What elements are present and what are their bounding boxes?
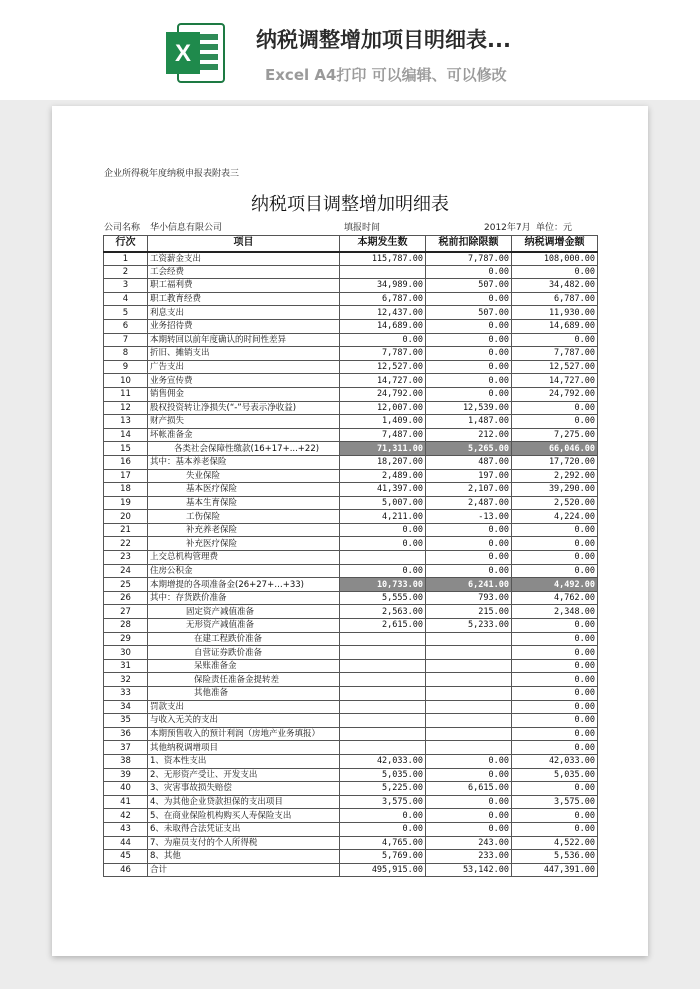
table-row [104, 415, 598, 429]
row-item: 4、为其他企业贷款担保的支出项目 [148, 795, 340, 809]
row-number: 16 [104, 455, 148, 469]
row-amount: 12,527.00 [340, 360, 426, 374]
row-item: 其中：基本养老保险 [148, 455, 340, 469]
table-row [104, 360, 598, 374]
row-limit: -13.00 [426, 510, 512, 524]
row-item: 本期转回以前年度确认的时间性差异 [148, 333, 340, 347]
row-adjust: 2,348.00 [512, 605, 598, 619]
row-adjust: 2,520.00 [512, 496, 598, 510]
row-item: 5、在商业保险机构购买人寿保险支出 [148, 809, 340, 823]
row-number: 7 [104, 333, 148, 347]
row-adjust: 4,522.00 [512, 836, 598, 850]
row-item: 1、资本性支出 [148, 754, 340, 768]
row-amount: 14,727.00 [340, 374, 426, 388]
row-item: 保险责任准备金提转差 [148, 673, 340, 687]
row-number: 28 [104, 619, 148, 633]
table-row [104, 727, 598, 741]
row-limit: 0.00 [426, 768, 512, 782]
row-item: 折旧、摊销支出 [148, 347, 340, 361]
col-header-amount: 本期发生数 [340, 236, 426, 252]
table-header-row [104, 236, 598, 252]
row-amount: 10,733.00 [340, 578, 426, 592]
row-amount: 2,563.00 [340, 605, 426, 619]
row-limit: 53,142.00 [426, 863, 512, 877]
row-adjust: 66,046.00 [512, 442, 598, 456]
row-number: 2 [104, 265, 148, 279]
row-number: 9 [104, 360, 148, 374]
row-adjust: 4,492.00 [512, 578, 598, 592]
col-header-limit: 税前扣除限额 [426, 236, 512, 252]
table-row [104, 632, 598, 646]
row-limit: 12,539.00 [426, 401, 512, 415]
row-adjust: 0.00 [512, 714, 598, 728]
row-item: 股权投资转让净损失(“-”号表示净收益) [148, 401, 340, 415]
row-amount: 115,787.00 [340, 252, 426, 266]
row-adjust: 14,727.00 [512, 374, 598, 388]
table-row [104, 700, 598, 714]
row-limit [426, 646, 512, 660]
row-adjust: 0.00 [512, 646, 598, 660]
row-number: 46 [104, 863, 148, 877]
row-adjust: 2,292.00 [512, 469, 598, 483]
row-item: 自营证券跌价准备 [148, 646, 340, 660]
row-adjust: 14,689.00 [512, 319, 598, 333]
row-number: 19 [104, 496, 148, 510]
row-amount: 6,787.00 [340, 292, 426, 306]
row-amount: 14,689.00 [340, 319, 426, 333]
row-number: 27 [104, 605, 148, 619]
table-row [104, 741, 598, 755]
table-row [104, 537, 598, 551]
row-amount: 5,007.00 [340, 496, 426, 510]
row-item: 合计 [148, 863, 340, 877]
company-name: 华小信息有限公司 [150, 223, 223, 233]
row-item: 业务招待费 [148, 319, 340, 333]
row-number: 33 [104, 687, 148, 701]
row-adjust: 0.00 [512, 673, 598, 687]
row-amount [340, 646, 426, 660]
row-number: 4 [104, 292, 148, 306]
row-item: 各类社会保障性缴款(16+17+...+22) [148, 442, 340, 456]
row-amount: 4,211.00 [340, 510, 426, 524]
row-item: 罚款支出 [148, 700, 340, 714]
row-item: 工资薪金支出 [148, 252, 340, 266]
table-row [104, 292, 598, 306]
row-adjust: 5,536.00 [512, 850, 598, 864]
row-amount: 42,033.00 [340, 754, 426, 768]
row-adjust: 0.00 [512, 619, 598, 633]
row-limit: 0.00 [426, 333, 512, 347]
row-item: 坏帐准备金 [148, 428, 340, 442]
row-amount: 12,437.00 [340, 306, 426, 320]
row-adjust: 42,033.00 [512, 754, 598, 768]
row-amount: 0.00 [340, 537, 426, 551]
row-amount [340, 741, 426, 755]
table-row [104, 306, 598, 320]
document-title: 纳税项目调整增加明细表 [251, 194, 449, 215]
row-item: 失业保险 [148, 469, 340, 483]
row-item: 基本生育保险 [148, 496, 340, 510]
row-limit: 0.00 [426, 822, 512, 836]
row-limit [426, 714, 512, 728]
table-row [104, 401, 598, 415]
row-number: 12 [104, 401, 148, 415]
row-adjust: 108,000.00 [512, 252, 598, 266]
row-adjust: 39,290.00 [512, 483, 598, 497]
row-item: 固定资产减值准备 [148, 605, 340, 619]
file-title: 纳税调整增加项目明细表... [256, 28, 511, 52]
row-adjust: 17,720.00 [512, 455, 598, 469]
row-adjust: 5,035.00 [512, 768, 598, 782]
row-number: 3 [104, 279, 148, 293]
table-row [104, 496, 598, 510]
table-row [104, 279, 598, 293]
row-number: 39 [104, 768, 148, 782]
row-number: 42 [104, 809, 148, 823]
row-amount [340, 265, 426, 279]
preview-area [0, 100, 700, 989]
table-row [104, 551, 598, 565]
company-label: 公司名称 [104, 223, 141, 233]
row-number: 25 [104, 578, 148, 592]
row-adjust: 0.00 [512, 523, 598, 537]
preview-header [0, 0, 700, 100]
table-row [104, 822, 598, 836]
table-row [104, 659, 598, 673]
row-adjust: 11,930.00 [512, 306, 598, 320]
row-limit: 243.00 [426, 836, 512, 850]
table-row [104, 523, 598, 537]
row-number: 34 [104, 700, 148, 714]
row-limit [426, 700, 512, 714]
row-number: 6 [104, 319, 148, 333]
table-row [104, 578, 598, 592]
row-number: 21 [104, 523, 148, 537]
row-number: 8 [104, 347, 148, 361]
row-limit: 5,233.00 [426, 619, 512, 633]
row-item: 业务宣传费 [148, 374, 340, 388]
row-item: 本期增提的各项准备金(26+27+…+33) [148, 578, 340, 592]
row-limit: 7,787.00 [426, 252, 512, 266]
row-amount: 7,787.00 [340, 347, 426, 361]
table-row [104, 687, 598, 701]
row-item: 其他纳税调增项目 [148, 741, 340, 755]
row-amount: 495,915.00 [340, 863, 426, 877]
row-number: 26 [104, 591, 148, 605]
row-limit: 0.00 [426, 292, 512, 306]
row-number: 43 [104, 822, 148, 836]
table-row [104, 333, 598, 347]
row-limit: 0.00 [426, 537, 512, 551]
table-row [104, 646, 598, 660]
fill-time-label: 填报时间 [344, 223, 381, 233]
row-number: 35 [104, 714, 148, 728]
table-row [104, 510, 598, 524]
row-number: 13 [104, 415, 148, 429]
row-adjust: 34,482.00 [512, 279, 598, 293]
row-adjust: 0.00 [512, 537, 598, 551]
row-amount [340, 673, 426, 687]
row-limit: 2,107.00 [426, 483, 512, 497]
row-adjust: 0.00 [512, 687, 598, 701]
row-item: 8、其他 [148, 850, 340, 864]
row-limit: 0.00 [426, 564, 512, 578]
table-row [104, 836, 598, 850]
row-item: 基本医疗保险 [148, 483, 340, 497]
row-limit [426, 659, 512, 673]
row-adjust: 7,787.00 [512, 347, 598, 361]
row-limit: 2,487.00 [426, 496, 512, 510]
row-item: 工会经费 [148, 265, 340, 279]
excel-icon [162, 20, 228, 86]
table-row [104, 374, 598, 388]
col-header-item: 项目 [148, 236, 340, 252]
row-adjust: 3,575.00 [512, 795, 598, 809]
row-item: 6、未取得合法凭证支出 [148, 822, 340, 836]
row-adjust: 0.00 [512, 333, 598, 347]
row-number: 23 [104, 551, 148, 565]
row-adjust: 0.00 [512, 265, 598, 279]
unit: 单位：元 [536, 223, 573, 233]
row-adjust: 0.00 [512, 415, 598, 429]
row-item: 2、无形资产受让、开发支出 [148, 768, 340, 782]
table-row [104, 768, 598, 782]
row-number: 24 [104, 564, 148, 578]
table-row [104, 483, 598, 497]
row-item: 补充医疗保险 [148, 537, 340, 551]
row-amount: 41,397.00 [340, 483, 426, 497]
row-amount: 5,035.00 [340, 768, 426, 782]
row-number: 36 [104, 727, 148, 741]
row-adjust: 4,224.00 [512, 510, 598, 524]
row-item: 3、灾害事故损失赔偿 [148, 782, 340, 796]
row-number: 44 [104, 836, 148, 850]
row-limit: 0.00 [426, 319, 512, 333]
row-limit: 0.00 [426, 360, 512, 374]
row-item: 销售佣金 [148, 387, 340, 401]
table-row [104, 564, 598, 578]
row-limit: 6,615.00 [426, 782, 512, 796]
row-limit: 0.00 [426, 387, 512, 401]
row-limit: 0.00 [426, 265, 512, 279]
table-row [104, 863, 598, 877]
row-amount: 18,207.00 [340, 455, 426, 469]
row-amount: 5,769.00 [340, 850, 426, 864]
row-amount [340, 700, 426, 714]
row-item: 职工福利费 [148, 279, 340, 293]
row-limit [426, 632, 512, 646]
row-adjust: 0.00 [512, 401, 598, 415]
row-item: 其中：存货跌价准备 [148, 591, 340, 605]
row-number: 38 [104, 754, 148, 768]
table-row [104, 782, 598, 796]
row-number: 18 [104, 483, 148, 497]
row-number: 31 [104, 659, 148, 673]
row-number: 20 [104, 510, 148, 524]
table-row [104, 387, 598, 401]
row-amount: 0.00 [340, 523, 426, 537]
row-limit: 487.00 [426, 455, 512, 469]
row-item: 与收入无关的支出 [148, 714, 340, 728]
row-item: 职工教育经费 [148, 292, 340, 306]
row-limit: 233.00 [426, 850, 512, 864]
row-number: 32 [104, 673, 148, 687]
row-number: 10 [104, 374, 148, 388]
row-limit: 793.00 [426, 591, 512, 605]
table-row [104, 469, 598, 483]
row-amount: 0.00 [340, 333, 426, 347]
row-item: 在建工程跌价准备 [148, 632, 340, 646]
row-limit: 507.00 [426, 279, 512, 293]
row-limit: 5,265.00 [426, 442, 512, 456]
table-row [104, 714, 598, 728]
row-amount: 3,575.00 [340, 795, 426, 809]
table-row [104, 442, 598, 456]
table-row [104, 265, 598, 279]
col-header-adjust: 纳税调增金额 [512, 236, 598, 252]
row-amount [340, 659, 426, 673]
row-limit: 197.00 [426, 469, 512, 483]
row-adjust: 0.00 [512, 551, 598, 565]
row-limit: 0.00 [426, 374, 512, 388]
row-item: 利息支出 [148, 306, 340, 320]
row-limit: 0.00 [426, 795, 512, 809]
row-adjust: 0.00 [512, 741, 598, 755]
row-limit: 0.00 [426, 551, 512, 565]
row-amount: 24,792.00 [340, 387, 426, 401]
row-adjust: 12,527.00 [512, 360, 598, 374]
adjustment-table [103, 235, 598, 877]
col-header-no: 行次 [104, 236, 148, 252]
row-amount [340, 714, 426, 728]
row-amount: 71,311.00 [340, 442, 426, 456]
row-adjust: 24,792.00 [512, 387, 598, 401]
row-adjust: 0.00 [512, 727, 598, 741]
row-number: 30 [104, 646, 148, 660]
row-adjust: 0.00 [512, 564, 598, 578]
row-number: 45 [104, 850, 148, 864]
row-number: 5 [104, 306, 148, 320]
row-limit [426, 727, 512, 741]
row-adjust: 0.00 [512, 700, 598, 714]
row-adjust: 0.00 [512, 782, 598, 796]
row-limit: 215.00 [426, 605, 512, 619]
row-adjust: 6,787.00 [512, 292, 598, 306]
form-number: 企业所得税年度纳税申报表附表三 [104, 169, 240, 179]
table-row [104, 428, 598, 442]
row-adjust: 0.00 [512, 632, 598, 646]
row-item: 无形资产减值准备 [148, 619, 340, 633]
row-item: 上交总机构管理费 [148, 551, 340, 565]
table-row [104, 455, 598, 469]
row-adjust: 0.00 [512, 659, 598, 673]
row-number: 15 [104, 442, 148, 456]
row-number: 11 [104, 387, 148, 401]
table-row [104, 850, 598, 864]
table-row [104, 347, 598, 361]
row-limit: 0.00 [426, 347, 512, 361]
row-item: 工伤保险 [148, 510, 340, 524]
table-row [104, 809, 598, 823]
table-row [104, 591, 598, 605]
table-row [104, 673, 598, 687]
table-row [104, 252, 598, 266]
document-page [52, 106, 648, 956]
row-amount [340, 727, 426, 741]
row-item: 住房公积金 [148, 564, 340, 578]
row-limit [426, 673, 512, 687]
row-limit: 0.00 [426, 523, 512, 537]
row-item: 本期预售收入的预计利润（房地产业务填报） [148, 727, 340, 741]
row-item: 广告支出 [148, 360, 340, 374]
file-subtitle: Excel A4打印 可以编辑、可以修改 [265, 66, 507, 84]
row-amount [340, 687, 426, 701]
row-limit: 1,487.00 [426, 415, 512, 429]
table-row [104, 754, 598, 768]
row-item: 其他准备 [148, 687, 340, 701]
row-adjust: 7,275.00 [512, 428, 598, 442]
row-amount: 0.00 [340, 822, 426, 836]
table-row [104, 619, 598, 633]
row-limit: 0.00 [426, 809, 512, 823]
row-limit: 0.00 [426, 754, 512, 768]
row-limit [426, 741, 512, 755]
row-number: 29 [104, 632, 148, 646]
row-number: 40 [104, 782, 148, 796]
excel-icon-letter: X [174, 40, 192, 67]
row-amount: 2,489.00 [340, 469, 426, 483]
row-limit: 507.00 [426, 306, 512, 320]
row-adjust: 447,391.00 [512, 863, 598, 877]
row-limit: 6,241.00 [426, 578, 512, 592]
row-number: 17 [104, 469, 148, 483]
row-amount: 12,007.00 [340, 401, 426, 415]
row-number: 14 [104, 428, 148, 442]
row-amount: 5,225.00 [340, 782, 426, 796]
row-amount: 1,409.00 [340, 415, 426, 429]
row-amount: 0.00 [340, 809, 426, 823]
row-adjust: 4,762.00 [512, 591, 598, 605]
row-amount: 7,487.00 [340, 428, 426, 442]
row-item: 补充养老保险 [148, 523, 340, 537]
row-item: 7、为雇员支付的个人所得税 [148, 836, 340, 850]
row-number: 37 [104, 741, 148, 755]
table-row [104, 795, 598, 809]
row-item: 呆账准备金 [148, 659, 340, 673]
row-item: 财产损失 [148, 415, 340, 429]
table-row [104, 605, 598, 619]
row-amount [340, 632, 426, 646]
row-amount [340, 551, 426, 565]
period: 2012年7月 [484, 223, 531, 233]
row-amount: 2,615.00 [340, 619, 426, 633]
row-number: 41 [104, 795, 148, 809]
row-adjust: 0.00 [512, 809, 598, 823]
row-amount: 0.00 [340, 564, 426, 578]
row-amount: 34,989.00 [340, 279, 426, 293]
row-number: 1 [104, 252, 148, 266]
row-adjust: 0.00 [512, 822, 598, 836]
row-limit: 212.00 [426, 428, 512, 442]
row-amount: 5,555.00 [340, 591, 426, 605]
row-amount: 4,765.00 [340, 836, 426, 850]
row-limit [426, 687, 512, 701]
table-row [104, 319, 598, 333]
row-number: 22 [104, 537, 148, 551]
